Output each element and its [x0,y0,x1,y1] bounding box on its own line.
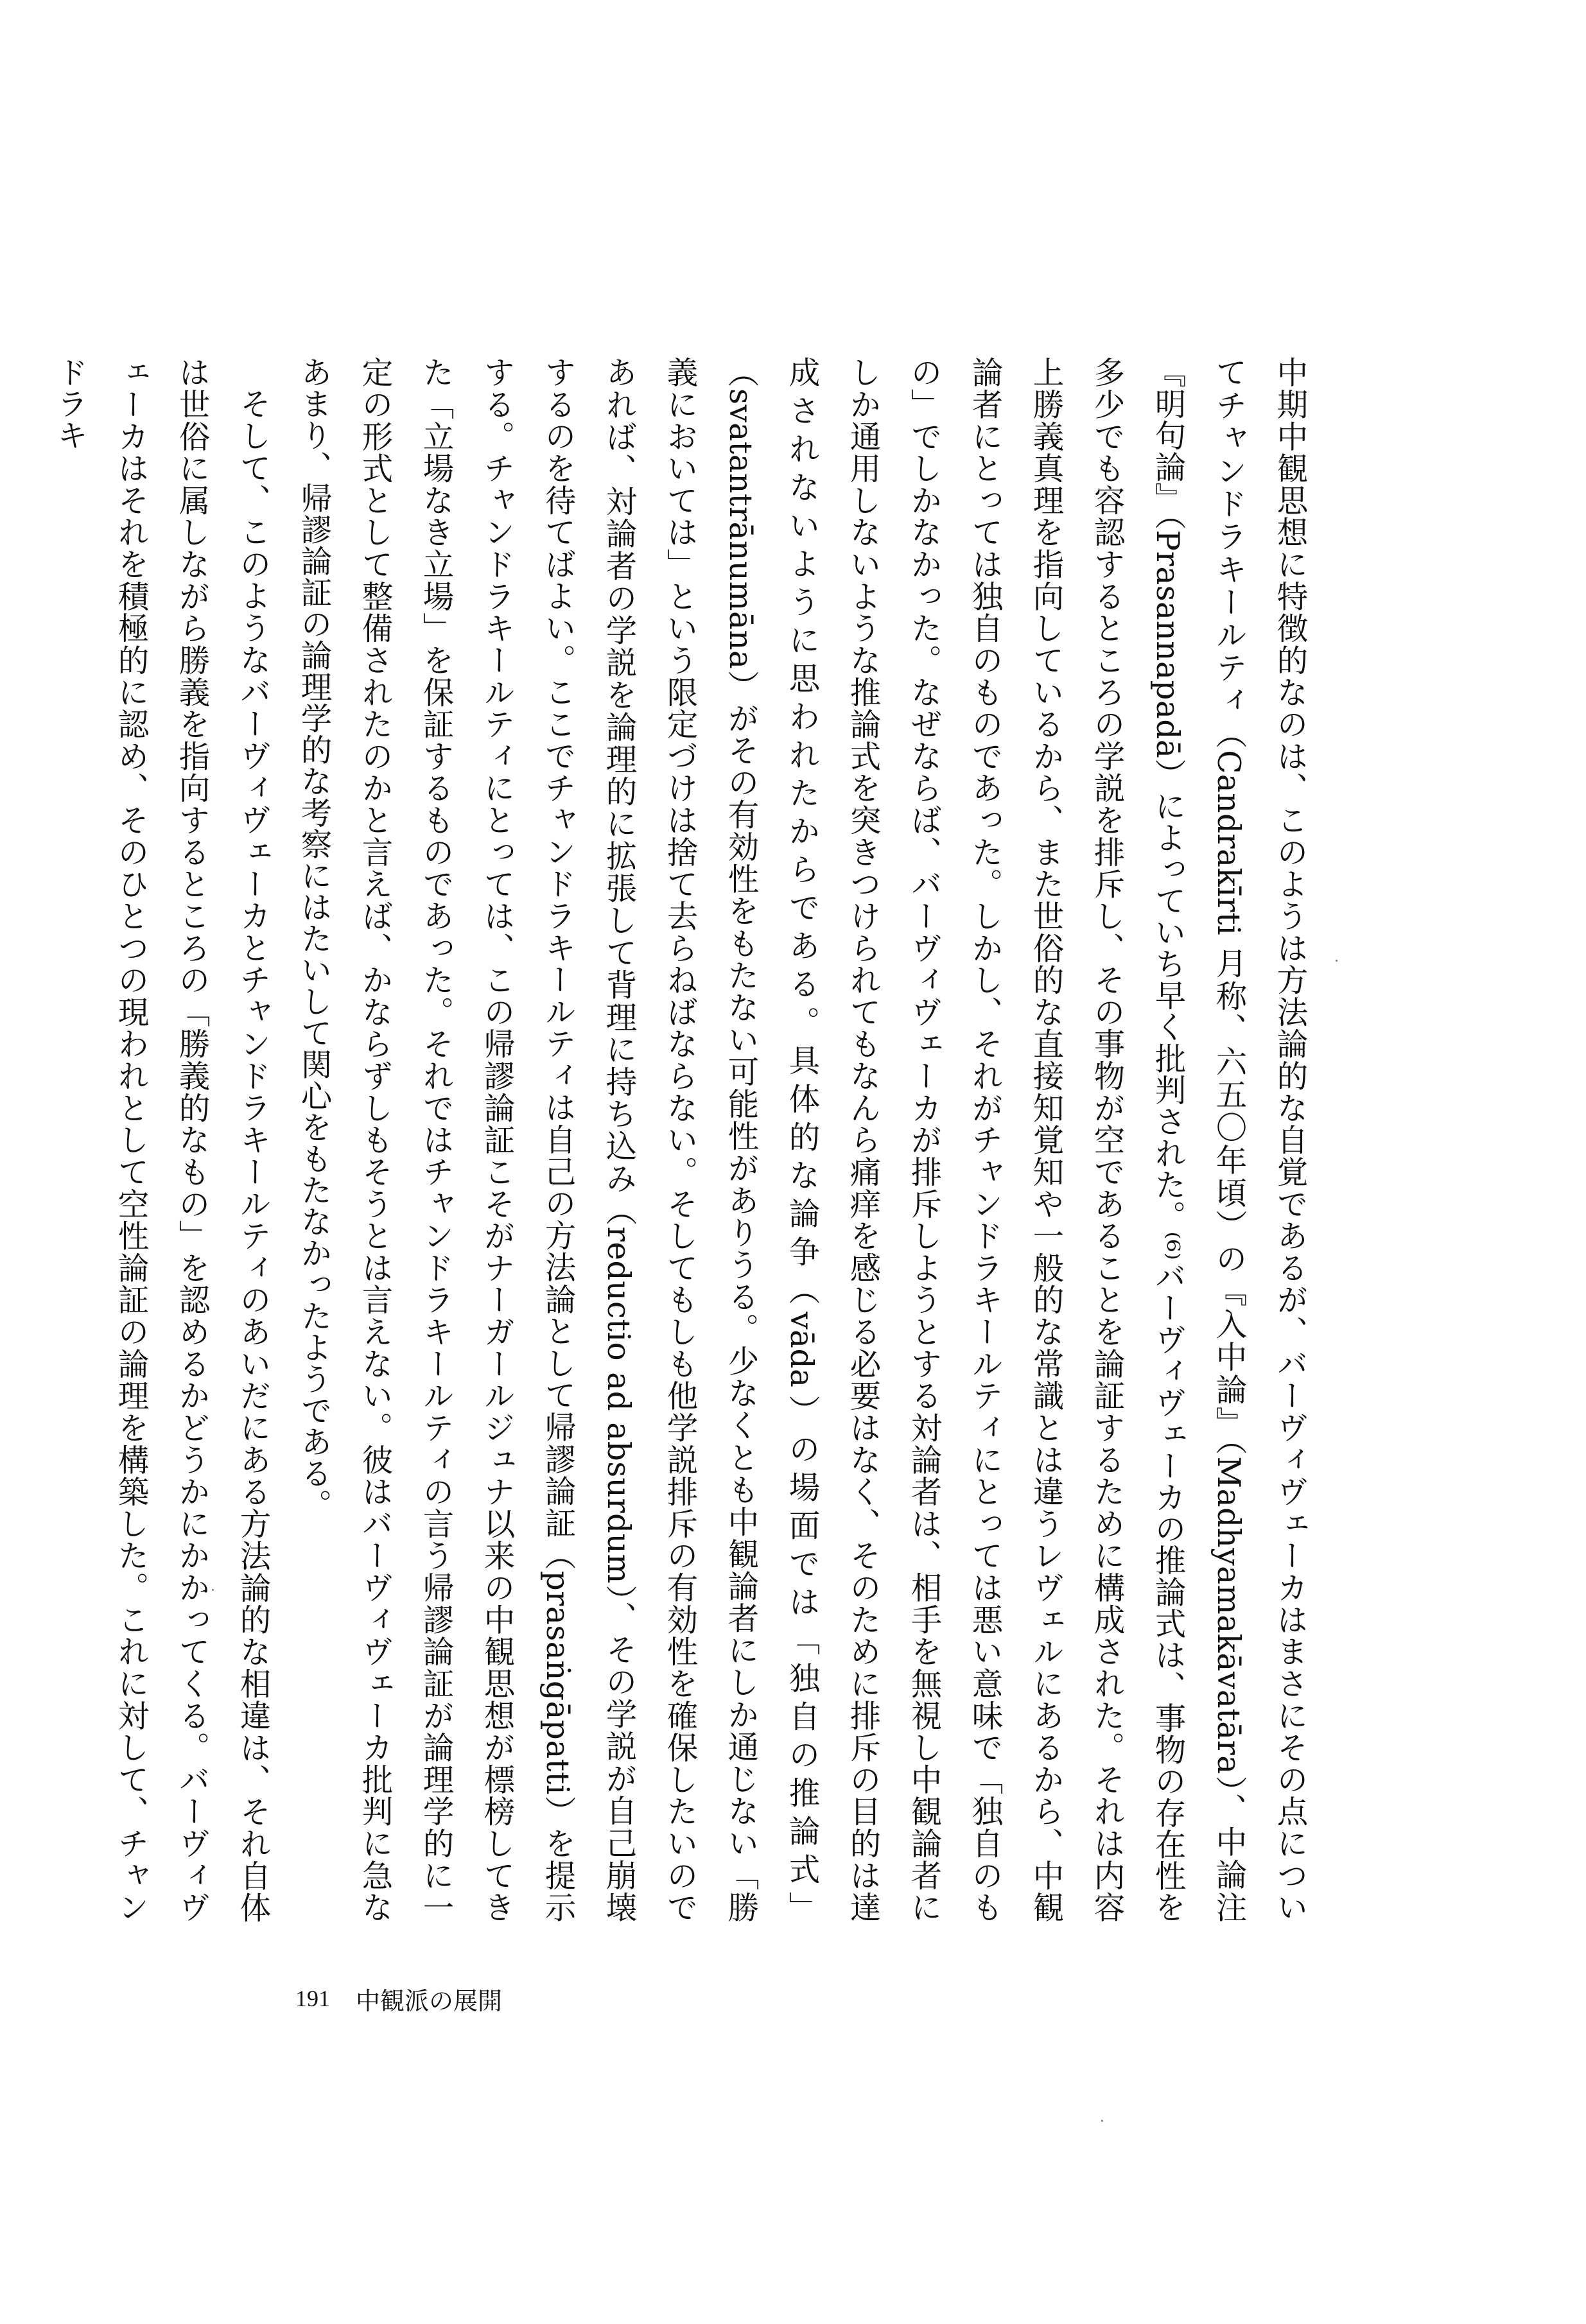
running-title: 中観派の展開 [356,1986,503,2015]
vertical-body-text [51,356,1320,1923]
body-paragraph: 中期中観思想に特徴的なのは、このようは方法論的な自覚であるが、バーヴィヴェーカはまさにその点についてチャンドラキールティ（Candrakīrti 月称、六五〇年頃）の『入中論』（Madhyamakāvatāra）、中論注『明句論』（Prasannapadā）によっていち早く批判された。⁽⁶⁾バーヴィヴェーカの推論式は、事物の存在性を多少でも容認するところの学説を排斥し、その事物が空であることを論証するために構成された。それは内容上勝義真理を指向しているから、また世俗的な直接知覚知や一般的な常識とは違うレヴェルにあるから、中観論者にとっては独自のものであった。しかし、それがチャンドラキールティにとっては悪い意味で「独自のもの」でしかなかった。なぜならば、バーヴィヴェーカが排斥しようとする対論者は、相手を無視し中観論者にしか通用しないような推論式を突きつけられてもなんら痛痒を感じる必要はなく、そのために排斥の目的は達成されないように思われたからである。具体的な論争（vāda）の場面では「独自の推論式」（svatantrānumāna）がその有効性をもたない可能性がありうる。少なくとも中観論者にしか通じない「勝義においては」という限定づけは捨て去らねばならない。そしてもしも他学説排斥の有効性を確保したいのであれば、対論者の学説を論理的に拡張して背理に持ち込み（reductio ad absurdum）、その学説が自己崩壊するのを待てばよい。ここでチャンドラキールティは自己の方法論として帰謬論証（prasaṅgāpatti）を提示する。チャンドラキールティにとっては、この帰謬論証こそがナーガールジュナ以来の中観思想が標榜してきた「立場なき立場」を保証するものであった。それではチャンドラキールティの言う帰謬論証が論理学的に一定の形式として整備されたのかと言えば、かならずしもそうとは言えない。彼はバーヴィヴェーカ批判に急なあまり、帰謬論証の論理学的な考察にはたいして関心をもたなかったようである。 [295,356,1307,1923]
body-paragraph: そして、このようなバーヴィヴェーカとチャンドラキールティのあいだにある方法論的な相違は、それ自体は世俗に属しながら勝義を指向するところの「勝義的なもの」を認めるかどうかにかかってくる。バーヴィヴェーカはそれを積極的に認め、そのひとつの現われとして空性論証の論理を構築した。これに対して、チャンドラキ [51,356,270,1923]
scan-speck [212,1589,214,1591]
page-footer [295,1979,502,2018]
scan-speck [1101,2120,1103,2122]
scan-speck [1336,960,1338,962]
page-number: 191 [295,1986,330,2011]
